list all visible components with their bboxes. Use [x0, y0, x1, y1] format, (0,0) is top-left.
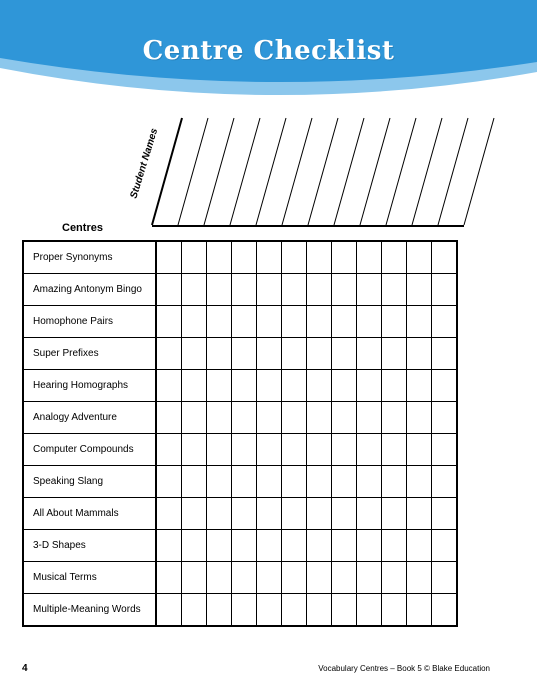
checkbox-cell[interactable] [307, 466, 332, 498]
checkbox-cell[interactable] [407, 306, 432, 338]
checkbox-cell[interactable] [332, 594, 357, 627]
checkbox-cell[interactable] [207, 306, 232, 338]
checkbox-cell[interactable] [257, 274, 282, 306]
checkbox-cell[interactable] [207, 594, 232, 627]
checkbox-cell[interactable] [407, 241, 432, 274]
checkbox-cell[interactable] [332, 498, 357, 530]
checkbox-cell[interactable] [307, 370, 332, 402]
name-column-line [282, 118, 312, 225]
checkbox-cell[interactable] [432, 306, 458, 338]
centre-name: Musical Terms [23, 562, 156, 594]
checkbox-cell[interactable] [307, 241, 332, 274]
checkbox-cell[interactable] [407, 530, 432, 562]
checkbox-cell[interactable] [257, 562, 282, 594]
checkbox-cell[interactable] [257, 434, 282, 466]
centre-row [23, 338, 457, 370]
checkbox-cell[interactable] [232, 370, 257, 402]
student-names-label: Student Names [128, 127, 161, 200]
checkbox-cell[interactable] [382, 370, 407, 402]
centre-name: Proper Synonyms [23, 241, 156, 274]
checkbox-cell[interactable] [307, 434, 332, 466]
checkbox-cell[interactable] [156, 338, 182, 370]
checkbox-cell[interactable] [432, 241, 458, 274]
name-column-line [204, 118, 234, 225]
checkbox-cell[interactable] [232, 434, 257, 466]
checkbox-cell[interactable] [182, 274, 207, 306]
checkbox-cell[interactable] [332, 274, 357, 306]
checkbox-cell[interactable] [282, 402, 307, 434]
checkbox-cell[interactable] [257, 498, 282, 530]
checkbox-cell[interactable] [407, 274, 432, 306]
checkbox-cell[interactable] [382, 498, 407, 530]
centre-row [23, 530, 457, 562]
checkbox-cell[interactable] [357, 338, 382, 370]
checkbox-cell[interactable] [282, 306, 307, 338]
name-column-line [412, 118, 442, 225]
checkbox-cell[interactable] [432, 562, 458, 594]
name-column-line [334, 118, 364, 225]
checkbox-cell[interactable] [307, 274, 332, 306]
footer-credit: Vocabulary Centres – Book 5 © Blake Education [318, 664, 490, 673]
centre-name: Analogy Adventure [23, 402, 156, 434]
checkbox-cell[interactable] [282, 498, 307, 530]
checkbox-cell[interactable] [182, 594, 207, 627]
centre-name: Homophone Pairs [23, 306, 156, 338]
checkbox-cell[interactable] [182, 370, 207, 402]
checkbox-cell[interactable] [332, 241, 357, 274]
checkbox-cell[interactable] [282, 594, 307, 627]
checkbox-cell[interactable] [332, 370, 357, 402]
centre-name: All About Mammals [23, 498, 156, 530]
checkbox-cell[interactable] [232, 274, 257, 306]
name-column-line [438, 118, 468, 225]
checkbox-cell[interactable] [156, 241, 182, 274]
checkbox-cell[interactable] [257, 594, 282, 627]
checkbox-cell[interactable] [307, 402, 332, 434]
centre-row [23, 241, 457, 274]
checkbox-cell[interactable] [382, 562, 407, 594]
checkbox-cell[interactable] [432, 594, 458, 627]
name-column-line [256, 118, 286, 225]
centres-header: Centres [62, 222, 103, 234]
checkbox-cell[interactable] [407, 402, 432, 434]
checkbox-cell[interactable] [156, 466, 182, 498]
centre-row [23, 274, 457, 306]
checkbox-cell[interactable] [307, 338, 332, 370]
checkbox-cell[interactable] [156, 274, 182, 306]
checkbox-cell[interactable] [357, 434, 382, 466]
checkbox-cell[interactable] [282, 530, 307, 562]
checkbox-cell[interactable] [407, 466, 432, 498]
checkbox-cell[interactable] [182, 338, 207, 370]
checkbox-cell[interactable] [357, 562, 382, 594]
centre-name: 3-D Shapes [23, 530, 156, 562]
checkbox-cell[interactable] [182, 306, 207, 338]
checkbox-cell[interactable] [232, 338, 257, 370]
checkbox-cell[interactable] [207, 466, 232, 498]
checkbox-cell[interactable] [282, 241, 307, 274]
checkbox-cell[interactable] [182, 466, 207, 498]
checkbox-cell[interactable] [156, 306, 182, 338]
checkbox-cell[interactable] [207, 274, 232, 306]
checkbox-cell[interactable] [282, 562, 307, 594]
checkbox-cell[interactable] [332, 338, 357, 370]
checkbox-cell[interactable] [432, 466, 458, 498]
checkbox-cell[interactable] [332, 306, 357, 338]
checkbox-cell[interactable] [432, 338, 458, 370]
checkbox-cell[interactable] [207, 530, 232, 562]
checkbox-cell[interactable] [382, 466, 407, 498]
checkbox-cell[interactable] [156, 498, 182, 530]
checkbox-cell[interactable] [332, 402, 357, 434]
checkbox-cell[interactable] [332, 562, 357, 594]
checkbox-cell[interactable] [332, 466, 357, 498]
centre-row [23, 594, 457, 627]
checkbox-cell[interactable] [232, 241, 257, 274]
page-number: 4 [22, 663, 28, 674]
centre-name: Computer Compounds [23, 434, 156, 466]
name-column-line [230, 118, 260, 225]
centre-row [23, 306, 457, 338]
centre-name: Speaking Slang [23, 466, 156, 498]
checkbox-cell[interactable] [407, 338, 432, 370]
checklist-table [22, 240, 458, 627]
page-title: Centre Checklist [142, 36, 395, 66]
centre-name: Amazing Antonym Bingo [23, 274, 156, 306]
checkbox-cell[interactable] [257, 402, 282, 434]
checkbox-cell[interactable] [182, 434, 207, 466]
checkbox-cell[interactable] [156, 530, 182, 562]
checkbox-cell[interactable] [232, 466, 257, 498]
checkbox-cell[interactable] [382, 274, 407, 306]
checkbox-cell[interactable] [257, 370, 282, 402]
checkbox-cell[interactable] [182, 530, 207, 562]
checkbox-cell[interactable] [257, 530, 282, 562]
name-column-line [178, 118, 208, 225]
name-column-line [464, 118, 494, 225]
checkbox-cell[interactable] [357, 306, 382, 338]
checkbox-cell[interactable] [332, 530, 357, 562]
checkbox-cell[interactable] [207, 241, 232, 274]
centre-row [23, 402, 457, 434]
checkbox-cell[interactable] [207, 434, 232, 466]
checkbox-cell[interactable] [282, 370, 307, 402]
checkbox-cell[interactable] [357, 466, 382, 498]
centre-row [23, 498, 457, 530]
centre-name: Super Prefixes [23, 338, 156, 370]
checkbox-cell[interactable] [407, 434, 432, 466]
name-column-line [360, 118, 390, 225]
checkbox-cell[interactable] [207, 562, 232, 594]
checkbox-cell[interactable] [382, 338, 407, 370]
checkbox-cell[interactable] [432, 434, 458, 466]
checkbox-cell[interactable] [257, 338, 282, 370]
checkbox-cell[interactable] [357, 530, 382, 562]
checkbox-cell[interactable] [407, 498, 432, 530]
checkbox-cell[interactable] [282, 338, 307, 370]
centre-row [23, 370, 457, 402]
checkbox-cell[interactable] [407, 594, 432, 627]
centre-row [23, 466, 457, 498]
student-name-columns [0, 0, 537, 240]
centre-name: Multiple-Meaning Words [23, 594, 156, 627]
checkbox-cell[interactable] [307, 498, 332, 530]
checkbox-cell[interactable] [207, 498, 232, 530]
checkbox-cell[interactable] [382, 402, 407, 434]
checkbox-cell[interactable] [156, 370, 182, 402]
checkbox-cell[interactable] [182, 498, 207, 530]
checkbox-cell[interactable] [182, 241, 207, 274]
checkbox-cell[interactable] [232, 594, 257, 627]
checkbox-cell[interactable] [207, 338, 232, 370]
checkbox-cell[interactable] [182, 562, 207, 594]
checkbox-cell[interactable] [257, 306, 282, 338]
checkbox-cell[interactable] [232, 306, 257, 338]
checkbox-cell[interactable] [282, 274, 307, 306]
centre-row [23, 434, 457, 466]
checkbox-cell[interactable] [407, 370, 432, 402]
checkbox-cell[interactable] [182, 402, 207, 434]
checkbox-cell[interactable] [207, 370, 232, 402]
checkbox-cell[interactable] [357, 498, 382, 530]
checkbox-cell[interactable] [307, 530, 332, 562]
centre-row [23, 562, 457, 594]
checkbox-cell[interactable] [432, 274, 458, 306]
checkbox-cell[interactable] [382, 530, 407, 562]
checkbox-cell[interactable] [156, 434, 182, 466]
checkbox-cell[interactable] [432, 370, 458, 402]
checkbox-cell[interactable] [432, 402, 458, 434]
checkbox-cell[interactable] [332, 434, 357, 466]
checkbox-cell[interactable] [257, 241, 282, 274]
checkbox-cell[interactable] [407, 562, 432, 594]
checkbox-cell[interactable] [357, 402, 382, 434]
checkbox-cell[interactable] [156, 594, 182, 627]
checkbox-cell[interactable] [156, 562, 182, 594]
checkbox-cell[interactable] [432, 530, 458, 562]
checkbox-cell[interactable] [357, 594, 382, 627]
checkbox-cell[interactable] [232, 402, 257, 434]
checkbox-cell[interactable] [156, 402, 182, 434]
checkbox-cell[interactable] [357, 274, 382, 306]
checkbox-cell[interactable] [282, 434, 307, 466]
checkbox-cell[interactable] [307, 562, 332, 594]
checkbox-cell[interactable] [207, 402, 232, 434]
centre-name: Hearing Homographs [23, 370, 156, 402]
name-column-line [308, 118, 338, 225]
name-column-line [386, 118, 416, 225]
checkbox-cell[interactable] [282, 466, 307, 498]
checkbox-cell[interactable] [232, 498, 257, 530]
checkbox-cell[interactable] [382, 306, 407, 338]
checkbox-cell[interactable] [382, 434, 407, 466]
checkbox-cell[interactable] [357, 241, 382, 274]
checkbox-cell[interactable] [307, 306, 332, 338]
checkbox-cell[interactable] [257, 466, 282, 498]
checkbox-cell[interactable] [382, 241, 407, 274]
checkbox-cell[interactable] [432, 498, 458, 530]
checkbox-cell[interactable] [232, 562, 257, 594]
checkbox-cell[interactable] [382, 594, 407, 627]
checkbox-cell[interactable] [357, 370, 382, 402]
checkbox-cell[interactable] [307, 594, 332, 627]
checkbox-cell[interactable] [232, 530, 257, 562]
